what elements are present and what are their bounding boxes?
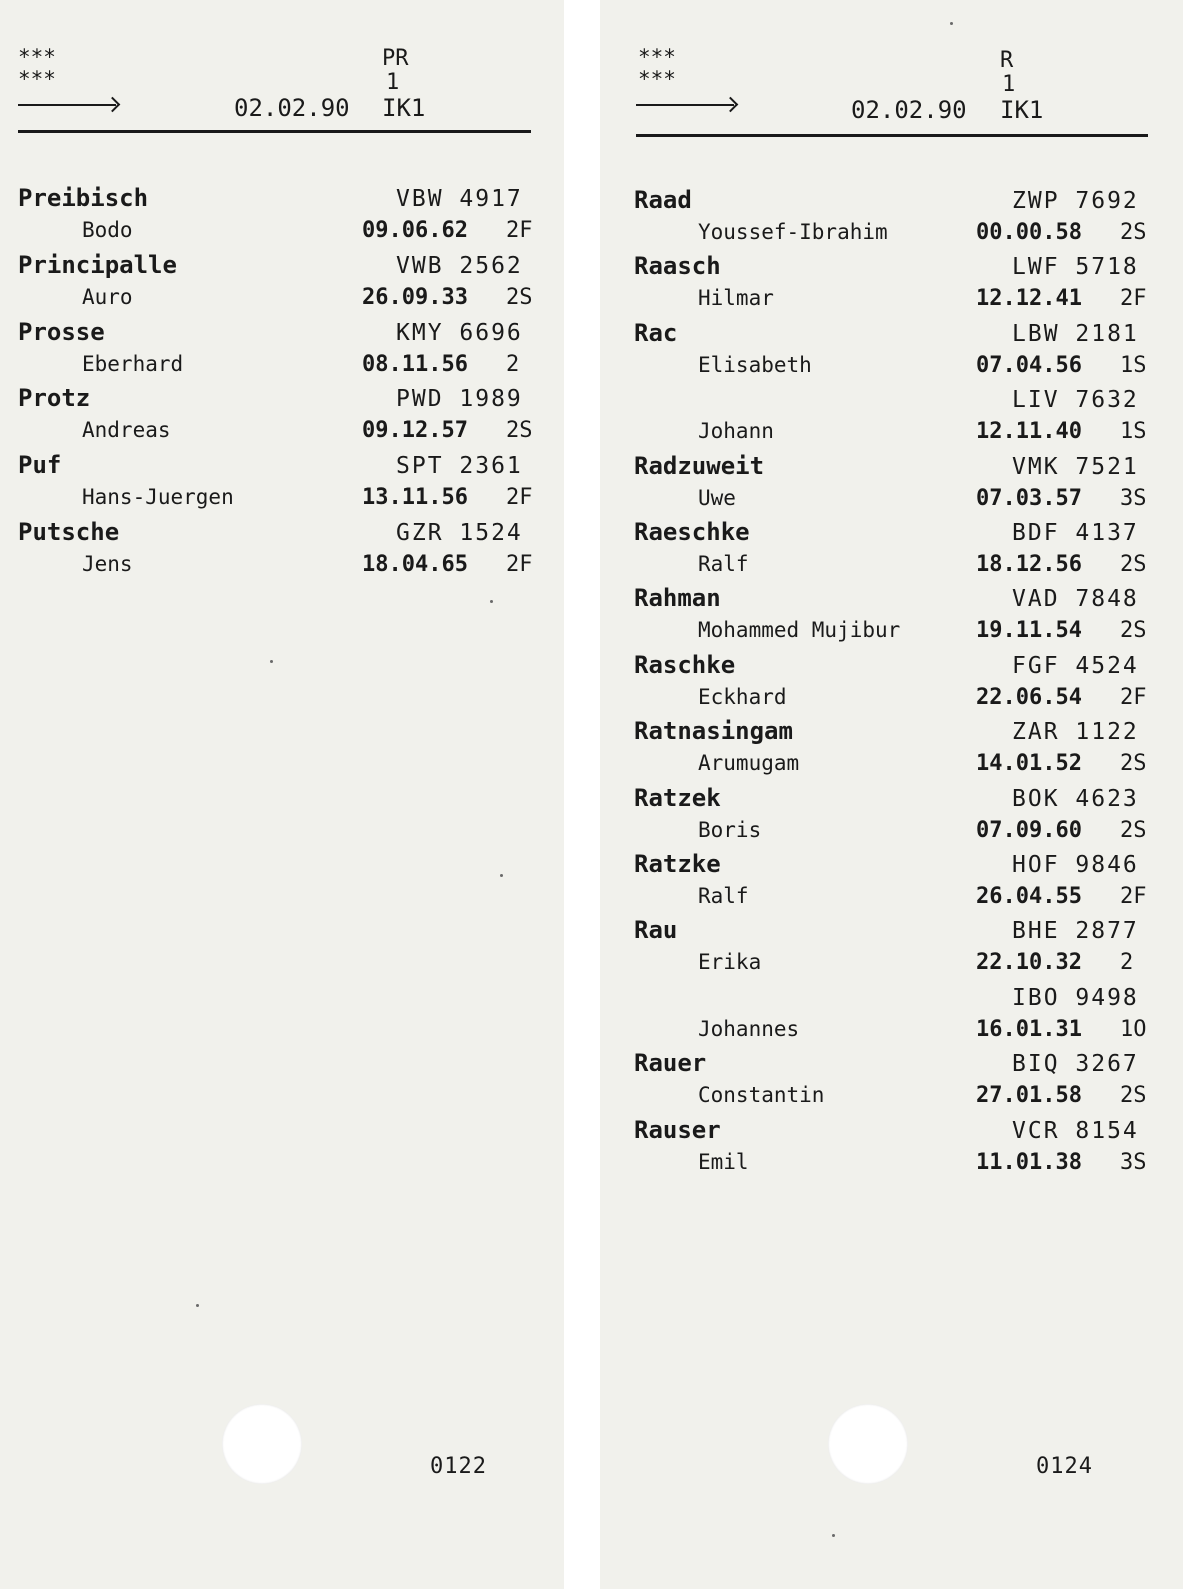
classification: 1S: [1120, 419, 1147, 445]
firstname: Johann: [698, 419, 774, 444]
firstname: Constantin: [698, 1083, 825, 1108]
classification: 2F: [1120, 684, 1147, 710]
birth-date: 22.06.54: [976, 684, 1082, 710]
birth-date: 22.10.32: [976, 950, 1082, 976]
list-item: [600, 1116, 1183, 1183]
birth-date: 26.09.33: [362, 284, 468, 310]
record-code: FGF 4524: [1012, 652, 1139, 679]
firstname: Auro: [82, 284, 133, 309]
record-code: GZR 1524: [396, 520, 523, 546]
list-item: [0, 518, 564, 585]
page-number: 0122: [430, 1454, 487, 1479]
birth-date: 18.04.65: [362, 552, 468, 577]
card-date: 02.02.90: [851, 96, 967, 124]
page-number: 0124: [1036, 1454, 1093, 1479]
birth-date: 19.11.54: [976, 618, 1082, 644]
classification: 3S: [1120, 485, 1147, 511]
firstname: Emil: [698, 1149, 749, 1174]
birth-date: 16.01.31: [976, 1016, 1082, 1042]
classification: 2S: [1120, 751, 1147, 777]
birth-date: 18.12.56: [976, 552, 1082, 577]
classification: 2F: [506, 485, 533, 511]
classification: 1O: [1120, 1016, 1147, 1042]
birth-date: 13.11.56: [362, 485, 468, 511]
list-item: [0, 184, 564, 251]
paper-speck: [196, 1304, 199, 1307]
firstname: Ralf: [698, 884, 749, 908]
birth-date: 09.12.57: [362, 418, 468, 444]
birth-date: 26.04.55: [976, 884, 1082, 909]
birth-date: 14.01.52: [976, 751, 1082, 777]
record-code: ZWP 7692: [1012, 188, 1139, 214]
birth-date: 08.11.56: [362, 351, 468, 377]
card-tag: R: [1000, 48, 1014, 73]
paper-speck: [270, 660, 273, 663]
paper-speck: [832, 1534, 835, 1537]
surname: Ratzek: [634, 783, 721, 812]
firstname: Hilmar: [698, 286, 774, 311]
paper-speck: [500, 874, 503, 877]
birth-date: 07.09.60: [976, 817, 1082, 843]
firstname: Andreas: [82, 418, 171, 443]
firstname: Arumugam: [698, 751, 800, 776]
firstname: Bodo: [82, 218, 133, 242]
classification: 2F: [506, 552, 533, 577]
classification: 2S: [1120, 220, 1147, 245]
list-item: [600, 916, 1183, 983]
stars-line-1: ***: [18, 45, 56, 69]
record-code: LBW 2181: [1012, 320, 1139, 347]
list-item: [0, 318, 564, 385]
record-code: PWD 1989: [396, 386, 523, 413]
list-item: [600, 717, 1183, 784]
classification: 3S: [1120, 1149, 1147, 1175]
surname: Rahman: [634, 584, 721, 613]
record-code: BHE 2877: [1012, 918, 1139, 945]
list-item: [600, 1049, 1183, 1116]
firstname: Boris: [698, 817, 762, 842]
classification: 2S: [1120, 618, 1147, 644]
surname: Putsche: [18, 518, 120, 546]
stars-line-1: ***: [638, 45, 676, 69]
surname: Rauser: [634, 1115, 721, 1144]
surname: Prosse: [18, 317, 105, 346]
list-item: [0, 384, 564, 451]
record-code: HOF 9846: [1012, 852, 1139, 878]
birth-date: 12.12.41: [976, 286, 1082, 312]
surname: Raeschke: [634, 518, 750, 546]
stars-line-2: ***: [18, 67, 56, 91]
stars-line-2: ***: [638, 67, 676, 91]
arrow-icon: [18, 104, 116, 106]
surname: Protz: [18, 384, 91, 413]
firstname: Elisabeth: [698, 352, 812, 377]
surname: Rauer: [634, 1049, 707, 1078]
birth-date: 27.01.58: [976, 1083, 1082, 1109]
classification: 2F: [1120, 884, 1147, 909]
birth-date: 07.04.56: [976, 352, 1082, 378]
classification: 2S: [1120, 1083, 1147, 1109]
classification: 2F: [1120, 286, 1147, 312]
record-code: VCR 8154: [1012, 1117, 1139, 1144]
birth-date: 09.06.62: [362, 218, 468, 243]
list-item: [600, 319, 1183, 386]
surname: Raasch: [634, 252, 721, 281]
record-code: BIQ 3267: [1012, 1051, 1139, 1078]
punch-hole: [828, 1404, 908, 1484]
surname: Puf: [18, 451, 62, 480]
classification: 2S: [506, 418, 533, 444]
record-code: IBO 9498: [1012, 984, 1139, 1011]
card-tag: PR: [382, 46, 409, 71]
firstname: Eberhard: [82, 351, 184, 376]
firstname: Uwe: [698, 485, 736, 510]
surname: Raschke: [634, 650, 736, 679]
surname: Principalle: [18, 250, 177, 279]
index-card-left: [0, 0, 564, 1589]
surname: Ratnasingam: [634, 717, 793, 746]
record-code: VMK 7521: [1012, 453, 1139, 480]
classification: 1S: [1120, 352, 1147, 378]
list-item: [600, 850, 1183, 917]
classification: 2S: [506, 284, 533, 310]
header-rule: [636, 134, 1148, 137]
arrow-icon: [636, 104, 734, 106]
firstname: Youssef-Ibrahim: [698, 220, 888, 244]
list-item: [600, 252, 1183, 319]
record-code: SPT 2361: [396, 453, 523, 480]
surname: Radzuweit: [634, 451, 765, 480]
firstname: Johannes: [698, 1016, 800, 1041]
birth-date: 07.03.57: [976, 485, 1082, 511]
firstname: Jens: [82, 552, 133, 576]
header-rule: [18, 130, 531, 133]
list-item: [600, 186, 1183, 253]
record-code: VWB 2562: [396, 252, 523, 279]
record-code: VAD 7848: [1012, 586, 1139, 613]
surname: Rau: [634, 916, 678, 945]
firstname: Mohammed Mujibur: [698, 618, 901, 643]
birth-date: 12.11.40: [976, 419, 1082, 445]
birth-date: 00.00.58: [976, 220, 1082, 245]
list-item: [600, 452, 1183, 519]
classification: 2: [1120, 950, 1134, 976]
paper-speck: [950, 22, 953, 25]
surname: Rac: [634, 318, 678, 347]
list-item: [600, 385, 1183, 452]
list-item: [600, 518, 1183, 585]
record-code: BOK 4623: [1012, 785, 1139, 812]
firstname: Ralf: [698, 552, 749, 576]
index-card-right: [600, 0, 1183, 1589]
record-code: BDF 4137: [1012, 520, 1139, 546]
record-code: LWF 5718: [1012, 254, 1139, 281]
classification: 2S: [1120, 817, 1147, 843]
paper-speck: [490, 600, 493, 603]
classification: 2F: [506, 218, 533, 243]
surname: Preibisch: [18, 184, 149, 212]
list-item: [0, 251, 564, 318]
surname: Ratzke: [634, 850, 721, 878]
classification: 2: [506, 351, 520, 377]
punch-hole: [222, 1404, 302, 1484]
list-item: [600, 983, 1183, 1050]
card-date: 02.02.90: [234, 94, 350, 122]
list-item: [0, 451, 564, 518]
firstname: Erika: [698, 950, 762, 975]
card-code: IK1: [1000, 96, 1044, 124]
list-item: [600, 584, 1183, 651]
record-code: LIV 7632: [1012, 387, 1139, 414]
list-item: [600, 651, 1183, 718]
firstname: Hans-Juergen: [82, 485, 234, 510]
record-code: VBW 4917: [396, 186, 523, 212]
card-tag-number: 1: [1002, 72, 1016, 97]
card-tag-number: 1: [386, 70, 400, 95]
list-item: [600, 784, 1183, 851]
classification: 2S: [1120, 552, 1147, 577]
surname: Raad: [634, 186, 692, 214]
card-code: IK1: [382, 94, 426, 122]
record-code: ZAR 1122: [1012, 719, 1139, 746]
record-code: KMY 6696: [396, 319, 523, 346]
birth-date: 11.01.38: [976, 1149, 1082, 1175]
firstname: Eckhard: [698, 684, 787, 709]
